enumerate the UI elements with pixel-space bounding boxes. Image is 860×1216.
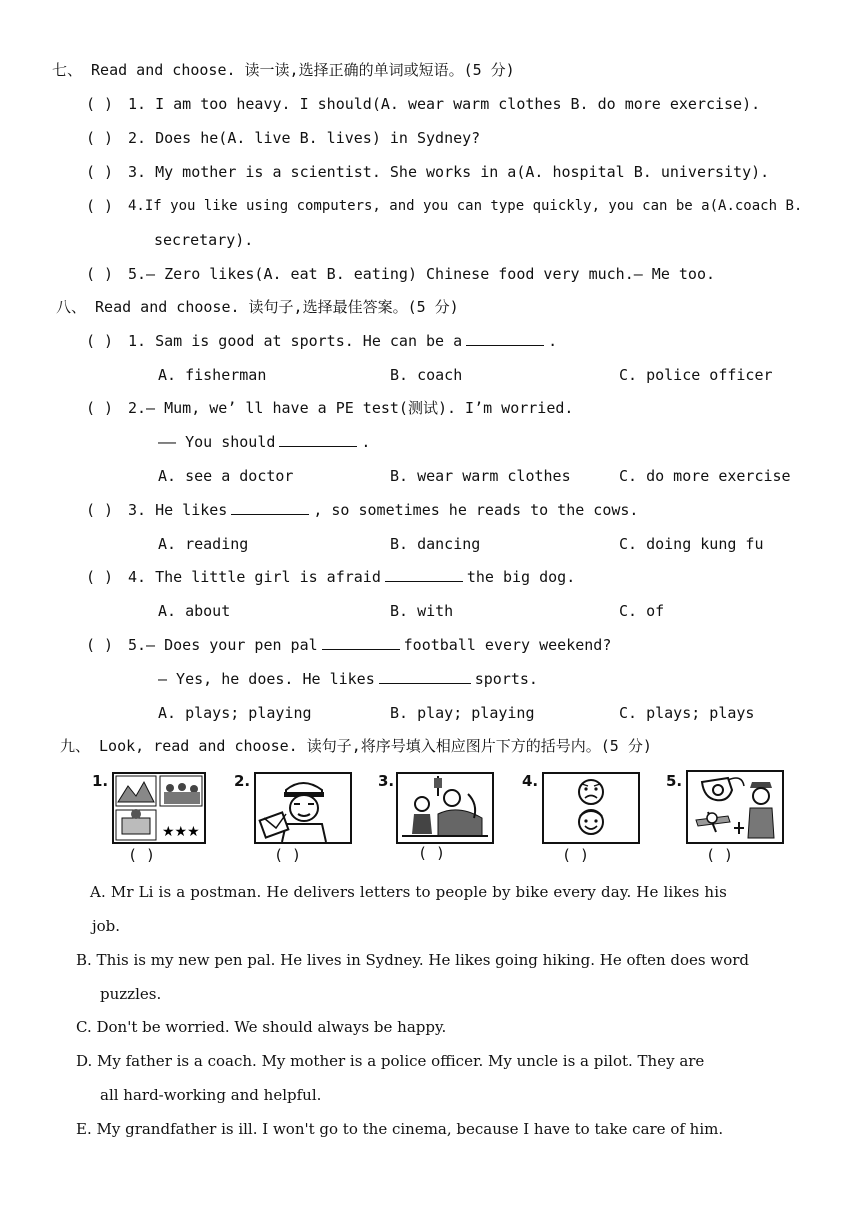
s8-q5-reply-text: — Yes, he does. He likes xyxy=(158,670,375,688)
section-9-heading: 九、 Look, read and choose. 读句子,将序号填入相应图片下方的括号内。(5 分) xyxy=(60,737,652,755)
s7-q1-text: 1. I am too heavy. I should(A. wear warm clothes B. do more exercise). xyxy=(128,95,761,113)
s8-q5-blank-1[interactable] xyxy=(322,635,400,650)
s7-q2-text: 2. Does he(A. live B. lives) in Sydney? xyxy=(128,129,481,147)
picture-1-number: 1. xyxy=(92,772,109,790)
s8-q3-text: 3. He likes xyxy=(128,501,228,519)
s8-q2-option-a: A. see a doctor xyxy=(158,467,294,485)
sentence-b-line-2: puzzles. xyxy=(100,985,162,1003)
s8-q5-option-c: C. plays; plays xyxy=(619,704,755,722)
s8-q3-option-b: B. dancing xyxy=(390,535,481,553)
picture-2 xyxy=(234,768,354,864)
s8-q2-option-c: C. do more exercise xyxy=(619,467,791,485)
sentence-d-line-1: D. My father is a coach. My mother is a police officer. My uncle is a pilot. They are xyxy=(76,1052,705,1070)
s8-q2-paren[interactable]: ( ) xyxy=(86,399,114,417)
s8-q4-question xyxy=(128,567,575,587)
s7-q5-paren[interactable]: ( ) xyxy=(86,265,114,283)
s8-q1-paren[interactable]: ( ) xyxy=(86,332,114,350)
picture-3 xyxy=(378,768,498,864)
s8-q1-option-c: C. police officer xyxy=(619,366,773,384)
s7-q1-paren[interactable]: ( ) xyxy=(86,95,114,113)
s8-q1-question xyxy=(128,331,557,351)
s8-q3-question xyxy=(128,500,638,520)
s8-q1-option-a: A. fisherman xyxy=(158,366,267,384)
sentence-e: E. My grandfather is ill. I won't go to the cinema, because I have to take care of him. xyxy=(76,1120,724,1138)
s8-q3-blank[interactable] xyxy=(231,500,309,515)
s8-q5-blank-2[interactable] xyxy=(379,669,471,684)
s8-q4-blank[interactable] xyxy=(385,567,463,582)
section-7-heading: 七、 Read and choose. 读一读,选择正确的单词或短语。(5 分) xyxy=(52,61,515,79)
sentence-b-line-1: B. This is my new pen pal. He lives in Sydney. He likes going hiking. He often does word xyxy=(76,951,750,969)
picture-2-frame xyxy=(254,772,352,844)
s8-q4-option-b: B. with xyxy=(390,602,454,620)
s8-q5-paren[interactable]: ( ) xyxy=(86,636,114,654)
s8-q1-end: . xyxy=(548,332,558,350)
sentence-a-line-1: A. Mr Li is a postman. He delivers letters to people by bike every day. He likes his xyxy=(90,883,727,901)
s8-q2-blank[interactable] xyxy=(279,432,357,447)
whistle-police-plane-illustration xyxy=(688,772,782,842)
s8-q2-text: 2.— Mum, we’ ll have a PE test(测试). I’m worried. xyxy=(128,399,574,417)
picture-3-answer[interactable]: ( ) xyxy=(418,844,446,862)
s7-q3-text: 3. My mother is a scientist. She works in a(A. hospital B. university). xyxy=(128,163,770,181)
picture-3-frame xyxy=(396,772,494,844)
picture-5 xyxy=(666,768,788,864)
care-for-grandfather-illustration xyxy=(398,774,492,842)
s8-q5-reply xyxy=(158,669,538,689)
s8-q2-reply xyxy=(158,432,370,452)
picture-2-number: 2. xyxy=(234,772,251,790)
picture-1-answer[interactable]: ( ) xyxy=(128,846,156,864)
picture-3-number: 3. xyxy=(378,772,395,790)
picture-5-answer[interactable]: ( ) xyxy=(706,846,734,864)
s8-q2-reply-text: —— You should xyxy=(158,433,276,451)
s8-q1-blank[interactable] xyxy=(466,331,544,346)
sentence-d-line-2: all hard-working and helpful. xyxy=(100,1086,322,1104)
s8-q2-reply-end: . xyxy=(361,433,371,451)
picture-1 xyxy=(92,768,212,864)
s8-q4-option-a: A. about xyxy=(158,602,231,620)
section-8-heading: 八、 Read and choose. 读句子,选择最佳答案。(5 分) xyxy=(56,298,459,316)
s8-q5-text: 5.— Does your pen pal xyxy=(128,636,318,654)
picture-4 xyxy=(522,768,642,864)
s8-q5-option-a: A. plays; playing xyxy=(158,704,312,722)
s8-q3-option-a: A. reading xyxy=(158,535,249,553)
s7-q4-paren[interactable]: ( ) xyxy=(86,197,114,215)
picture-5-frame xyxy=(686,770,784,844)
s7-q4-text: 4.If you like using computers, and you can type quickly, you can be a(A.coach B. xyxy=(128,198,803,214)
s8-q5-reply-end: sports. xyxy=(474,670,538,688)
s7-q2-paren[interactable]: ( ) xyxy=(86,129,114,147)
picture-2-answer[interactable]: ( ) xyxy=(274,846,302,864)
s8-q4-option-c: C. of xyxy=(619,602,665,620)
picture-4-number: 4. xyxy=(522,772,539,790)
s7-q4-continued: secretary). xyxy=(154,231,254,249)
pen-pal-hiking-illustration xyxy=(114,774,204,842)
svg-text:★★★: ★★★ xyxy=(162,824,200,840)
s8-q4-text: 4. The little girl is afraid xyxy=(128,568,381,586)
s8-q1-option-b: B. coach xyxy=(390,366,463,384)
sentence-a-line-2: job. xyxy=(92,917,121,935)
s8-q5-option-b: B. play; playing xyxy=(390,704,535,722)
postman-illustration xyxy=(256,774,350,842)
s8-q5-question xyxy=(128,635,611,655)
s8-q3-end: , so sometimes he reads to the cows. xyxy=(313,501,639,519)
picture-1-frame xyxy=(112,772,206,844)
picture-4-answer[interactable]: ( ) xyxy=(562,846,590,864)
s8-q4-end: the big dog. xyxy=(466,568,576,586)
s8-q1-text: 1. Sam is good at sports. He can be a xyxy=(128,332,463,350)
s8-q3-option-c: C. doing kung fu xyxy=(619,535,764,553)
s7-q3-paren[interactable]: ( ) xyxy=(86,163,114,181)
s8-q2-option-b: B. wear warm clothes xyxy=(390,467,571,485)
picture-5-number: 5. xyxy=(666,772,683,790)
s7-q5-text: 5.— Zero likes(A. eat B. eating) Chinese food very much.— Me too. xyxy=(128,265,715,283)
picture-4-frame xyxy=(542,772,640,844)
worried-and-happy-faces-illustration xyxy=(544,774,638,842)
s8-q4-paren[interactable]: ( ) xyxy=(86,568,114,586)
s8-q3-paren[interactable]: ( ) xyxy=(86,501,114,519)
sentence-c: C. Don't be worried. We should always be happy. xyxy=(76,1018,447,1036)
s8-q5-end: football every weekend? xyxy=(403,636,612,654)
